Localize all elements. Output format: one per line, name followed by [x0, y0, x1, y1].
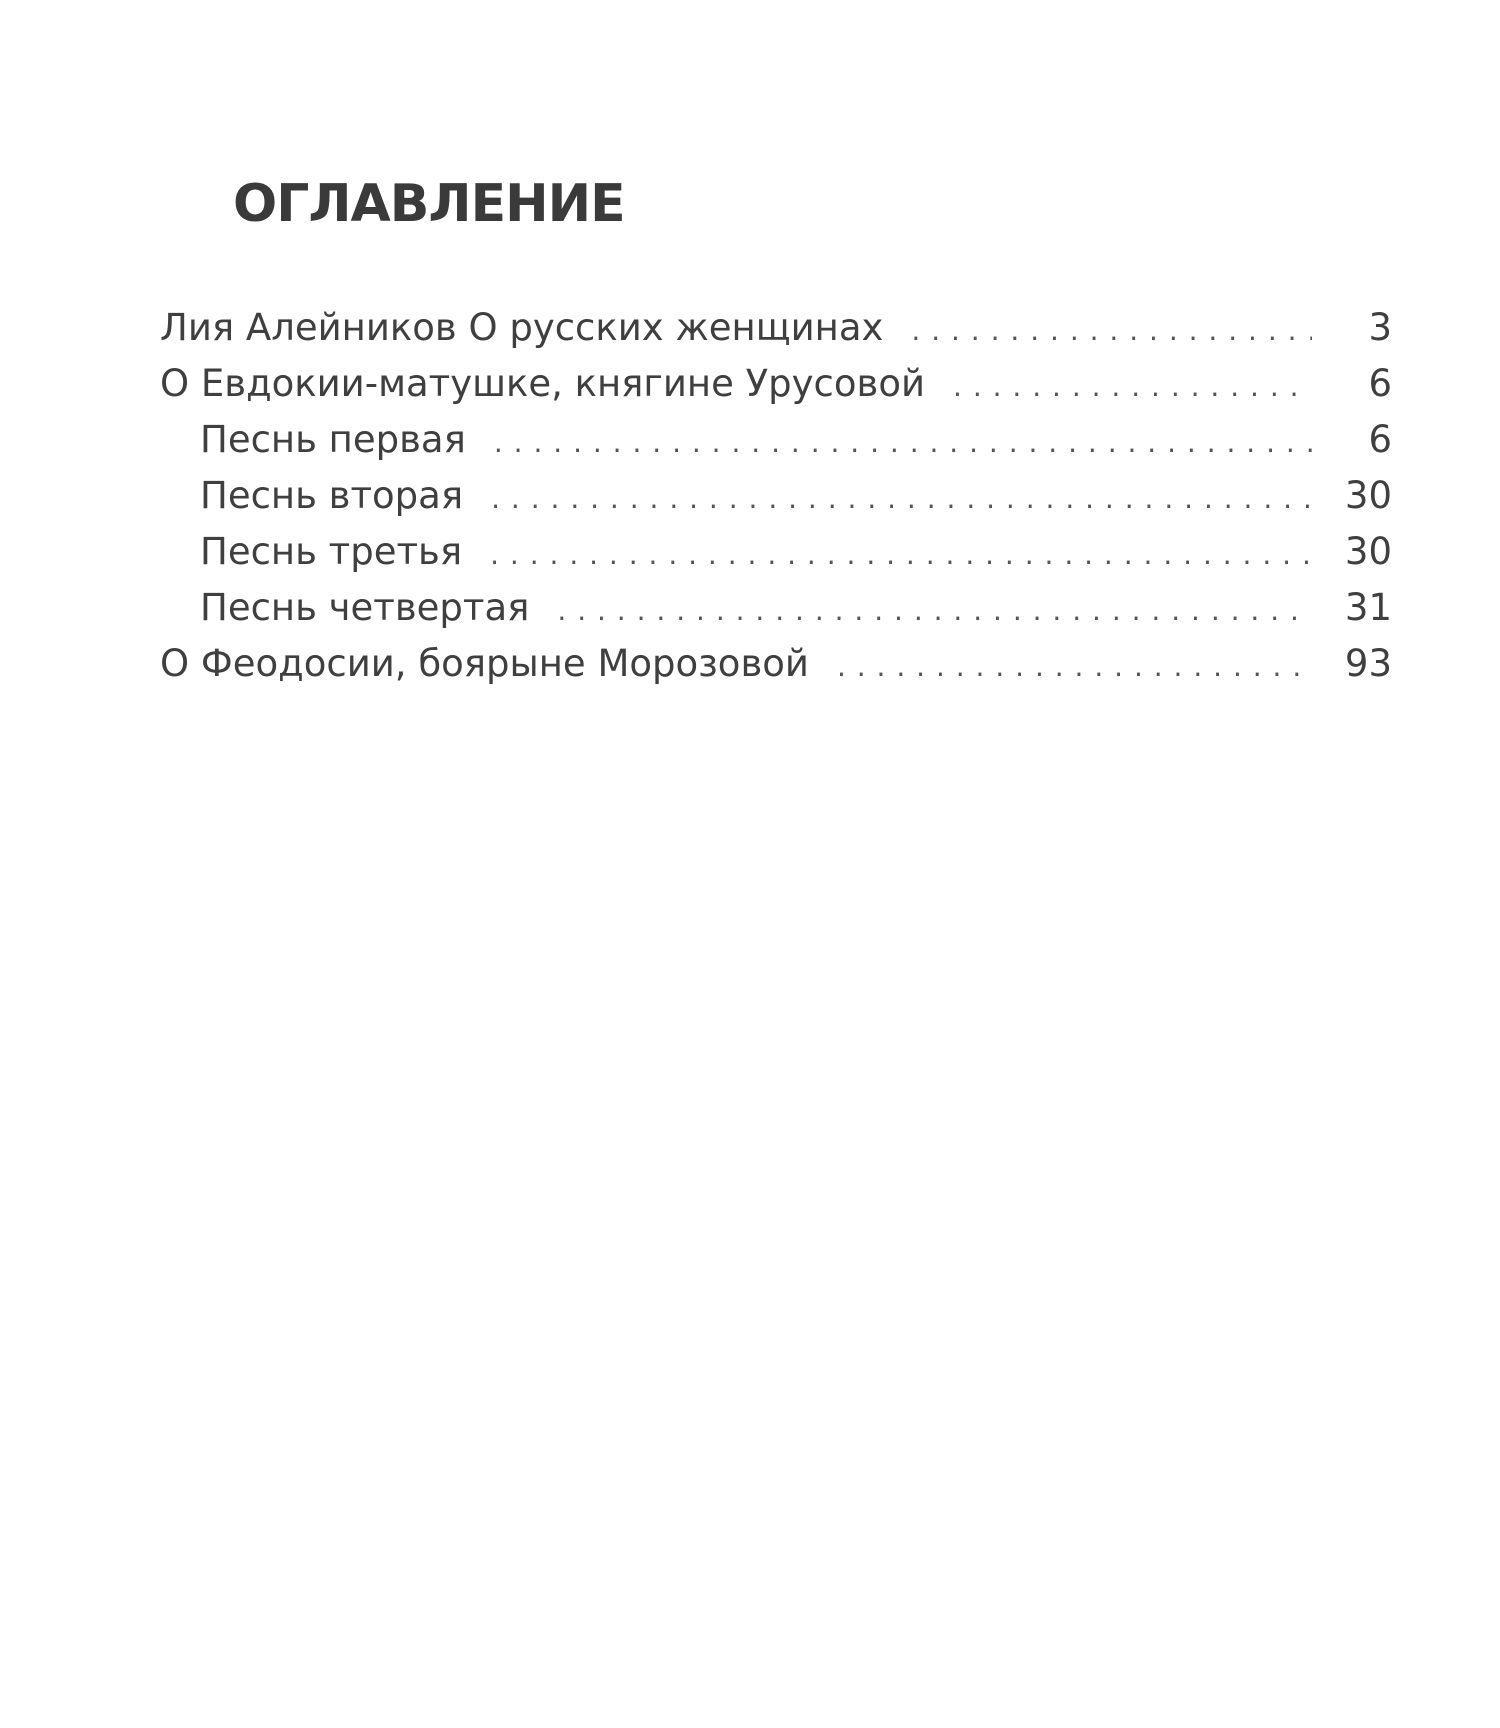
toc-entry: [160, 524, 1392, 580]
toc-entry-title: О Феодосии, боярыне Морозовой: [160, 642, 809, 685]
toc-entry-page: 31: [1344, 586, 1392, 629]
toc-entry-page: 6: [1368, 362, 1392, 405]
toc-entry-title: Песнь первая: [200, 418, 466, 461]
toc-dot-leader: [494, 415, 1312, 471]
toc-dot-leader: [557, 583, 1312, 639]
toc-entry: [160, 636, 1392, 692]
toc-entry-title: Песнь вторая: [200, 474, 464, 517]
table-of-contents: [160, 300, 1392, 692]
toc-dot-leader: [491, 471, 1312, 527]
toc-dot-leader: [490, 527, 1312, 583]
toc-dot-leader: [953, 359, 1312, 415]
toc-entry: [160, 580, 1392, 636]
toc-entry: [160, 412, 1392, 468]
toc-entry-page: 93: [1344, 642, 1392, 685]
toc-entry: [160, 300, 1392, 356]
toc-entry-page: 3: [1368, 306, 1392, 349]
toc-entry: [160, 468, 1392, 524]
toc-entry-page: 30: [1344, 530, 1392, 573]
toc-entry-page: 30: [1344, 474, 1392, 517]
toc-entry-title: О Евдокии-матушке, княгине Урусовой: [160, 362, 926, 405]
toc-entry: [160, 356, 1392, 412]
toc-entry-title: Песнь третья: [200, 530, 463, 573]
toc-dot-leader: [911, 303, 1312, 359]
toc-dot-leader: [837, 639, 1312, 695]
toc-entry-page: 6: [1368, 418, 1392, 461]
toc-entry-title: Песнь четвертая: [200, 586, 530, 629]
toc-heading: ОГЛАВЛЕНИЕ: [233, 174, 625, 234]
toc-entry-title: Лия Алейников О русских женщинах: [160, 306, 884, 349]
